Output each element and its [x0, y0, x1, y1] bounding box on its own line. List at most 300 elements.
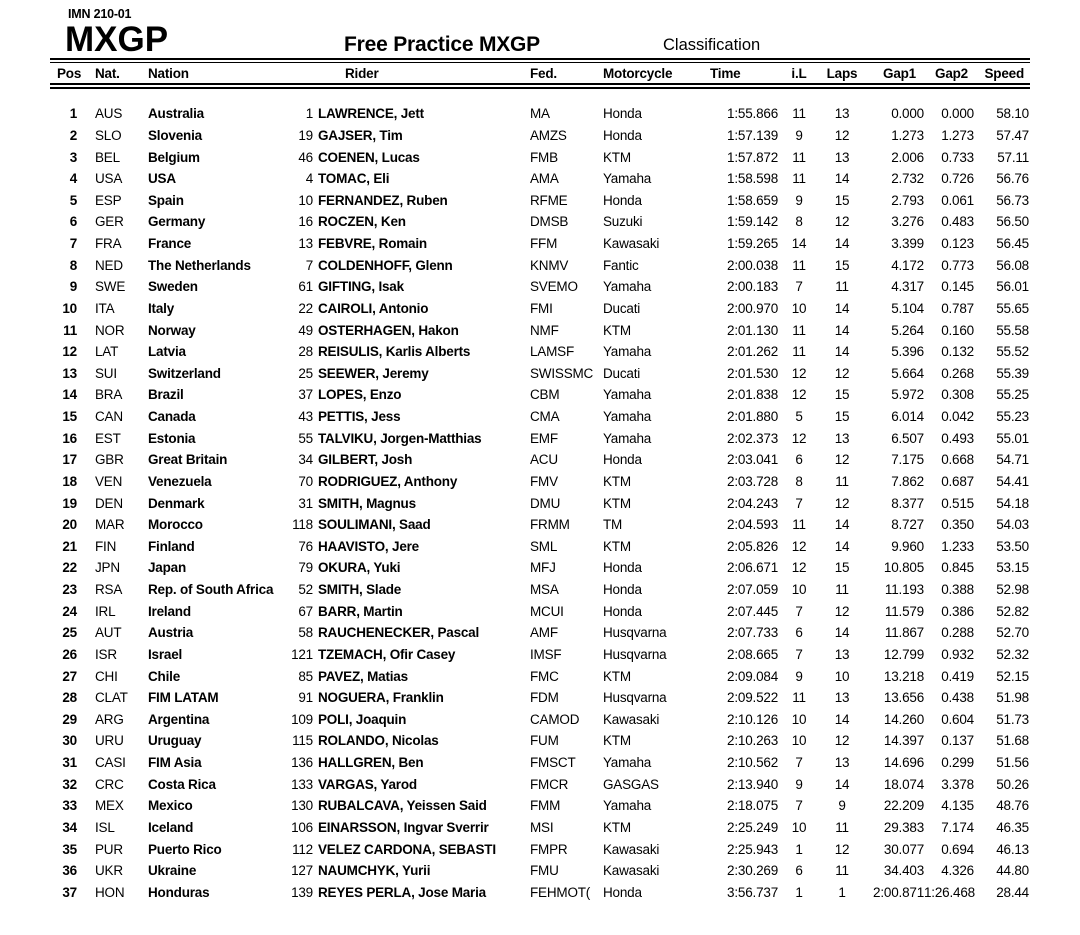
- table-row: [0, 492, 1080, 514]
- cell-rider-number: 46: [298, 149, 313, 165]
- cell-gap2: 0.350: [941, 517, 974, 533]
- cell-motorcycle: Yamaha: [603, 755, 652, 771]
- cell-position: 9: [69, 279, 77, 295]
- cell-gap2: 0.773: [941, 257, 974, 273]
- cell-laps: 9: [838, 798, 846, 814]
- cell-federation: EMF: [530, 430, 558, 446]
- cell-motorcycle: Honda: [603, 582, 642, 598]
- cell-speed: 54.71: [996, 452, 1029, 468]
- cell-gap2: 4.135: [941, 798, 974, 814]
- table-row: [0, 449, 1080, 471]
- cell-gap1: 3.276: [891, 214, 924, 230]
- cell-nat-code: BEL: [95, 149, 120, 165]
- table-row: [0, 319, 1080, 341]
- cell-laps: 13: [834, 690, 850, 706]
- cell-position: 35: [62, 841, 77, 857]
- cell-position: 12: [62, 344, 77, 360]
- cell-best-lap: 7: [795, 495, 803, 511]
- cell-best-lap: 11: [792, 171, 806, 187]
- cell-gap1: 2.793: [891, 192, 924, 208]
- cell-federation: MCUI: [530, 603, 564, 619]
- cell-federation: DMSB: [530, 214, 569, 230]
- cell-nat-code: NOR: [95, 322, 125, 338]
- cell-laps: 1: [838, 884, 846, 900]
- cell-nat-code: GER: [95, 214, 124, 230]
- table-row: [0, 211, 1080, 233]
- cell-gap2: 7.174: [941, 819, 974, 835]
- cell-rider-name: EINARSSON, Ingvar Sverrir: [318, 819, 489, 835]
- cell-position: 28: [62, 690, 77, 706]
- cell-time: 2:09.084: [727, 668, 778, 684]
- cell-nat-code: MEX: [95, 798, 124, 814]
- cell-best-lap: 11: [792, 106, 806, 122]
- cell-nat-code: IRL: [95, 603, 116, 619]
- cell-laps: 14: [834, 625, 850, 641]
- cell-motorcycle: Fantic: [603, 257, 639, 273]
- classification-label: Classification: [663, 36, 761, 54]
- cell-position: 1: [69, 106, 77, 122]
- cell-motorcycle: Honda: [603, 192, 642, 208]
- cell-nation: Argentina: [148, 711, 210, 727]
- cell-best-lap: 7: [795, 603, 803, 619]
- cell-best-lap: 10: [791, 582, 807, 598]
- cell-nation: Great Britain: [148, 452, 228, 468]
- cell-rider-number: 7: [305, 257, 313, 273]
- table-row: [0, 514, 1080, 536]
- cell-position: 6: [69, 214, 77, 230]
- cell-position: 15: [62, 409, 77, 425]
- cell-laps: 13: [834, 149, 850, 165]
- cell-federation: FMSCT: [530, 755, 576, 771]
- cell-time: 2:18.075: [727, 798, 778, 814]
- cell-time: 2:09.522: [727, 690, 778, 706]
- cell-nat-code: CASI: [95, 755, 126, 771]
- cell-nation: Brazil: [148, 387, 184, 403]
- cell-rider-number: 133: [291, 776, 313, 792]
- cell-laps: 14: [834, 236, 850, 252]
- cell-best-lap: 1: [795, 841, 803, 857]
- results-rows: [0, 103, 1080, 903]
- cell-rider-name: TALVIKU, Jorgen-Matthias: [318, 430, 482, 446]
- cell-gap1: 5.664: [891, 365, 924, 381]
- cell-rider-number: 127: [291, 863, 313, 879]
- cell-nat-code: ISR: [95, 646, 117, 662]
- cell-rider-name: BARR, Martin: [318, 603, 403, 619]
- cell-federation: FUM: [530, 733, 559, 749]
- table-row: [0, 709, 1080, 731]
- cell-rider-number: 31: [298, 495, 313, 511]
- cell-nat-code: ITA: [95, 300, 115, 316]
- cell-best-lap: 12: [791, 560, 807, 576]
- cell-best-lap: 10: [791, 819, 807, 835]
- cell-nation: Sweden: [148, 279, 198, 295]
- cell-motorcycle: Honda: [603, 106, 642, 122]
- cell-gap1: 9.960: [891, 538, 924, 554]
- cell-gap1: 5.972: [891, 387, 924, 403]
- cell-speed: 52.98: [996, 582, 1029, 598]
- cell-gap2: 0.845: [941, 560, 974, 576]
- cell-rider-number: 109: [291, 711, 313, 727]
- cell-position: 20: [62, 517, 77, 533]
- cell-rider-name: REISULIS, Karlis Alberts: [318, 344, 471, 360]
- cell-motorcycle: KTM: [603, 733, 631, 749]
- cell-rider-name: RODRIGUEZ, Anthony: [318, 473, 458, 489]
- cell-time: 2:07.059: [727, 582, 778, 598]
- cell-gap1: 13.218: [883, 668, 924, 684]
- cell-rider-number: 130: [291, 798, 313, 814]
- cell-nation: Canada: [148, 409, 196, 425]
- table-row: [0, 276, 1080, 298]
- cell-gap1: 11.193: [884, 582, 924, 598]
- cell-position: 36: [62, 863, 77, 879]
- cell-nat-code: RSA: [95, 582, 123, 598]
- cell-time: 2:13.940: [727, 776, 778, 792]
- cell-nat-code: UKR: [95, 863, 123, 879]
- table-row: [0, 838, 1080, 860]
- cell-best-lap: 6: [795, 452, 803, 468]
- document-code: IMN 210-01: [68, 7, 132, 21]
- cell-gap1: 5.104: [891, 300, 924, 316]
- cell-speed: 52.70: [996, 625, 1029, 641]
- cell-nation: Israel: [148, 646, 183, 662]
- cell-gap2: 1:26.468: [924, 884, 975, 900]
- cell-speed: 53.50: [996, 538, 1029, 554]
- cell-gap1: 6.507: [891, 430, 924, 446]
- cell-laps: 10: [834, 668, 850, 684]
- cell-nation: Latvia: [148, 344, 186, 360]
- cell-rider-number: 115: [292, 733, 313, 749]
- cell-federation: DMU: [530, 495, 561, 511]
- cell-motorcycle: KTM: [603, 473, 631, 489]
- cell-time: 2:07.733: [727, 625, 778, 641]
- column-header-nat: Nat.: [95, 65, 120, 81]
- cell-position: 3: [69, 149, 77, 165]
- cell-position: 19: [62, 495, 77, 511]
- cell-best-lap: 6: [795, 625, 803, 641]
- cell-federation: FMB: [530, 149, 558, 165]
- cell-federation: MSA: [530, 582, 559, 598]
- cell-laps: 12: [834, 214, 850, 230]
- cell-motorcycle: Kawasaki: [603, 863, 660, 879]
- cell-nat-code: CHI: [95, 668, 118, 684]
- cell-laps: 15: [834, 560, 850, 576]
- cell-nation: USA: [148, 171, 176, 187]
- cell-rider-name: NAUMCHYK, Yurii: [318, 863, 431, 879]
- cell-time: 2:25.943: [727, 841, 778, 857]
- cell-rider-number: 22: [298, 300, 313, 316]
- cell-nat-code: FRA: [95, 236, 122, 252]
- cell-laps: 11: [835, 819, 849, 835]
- cell-nation: Denmark: [148, 495, 205, 511]
- table-row: [0, 341, 1080, 363]
- cell-speed: 55.65: [996, 300, 1029, 316]
- cell-rider-name: NOGUERA, Franklin: [318, 690, 444, 706]
- cell-nation: The Netherlands: [148, 257, 251, 273]
- cell-time: 2:00.970: [727, 300, 778, 316]
- cell-nat-code: BRA: [95, 387, 123, 403]
- cell-nat-code: CLAT: [95, 690, 128, 706]
- cell-rider-name: POLI, Joaquin: [318, 711, 407, 727]
- cell-time: 2:04.243: [727, 495, 778, 511]
- cell-laps: 12: [834, 495, 850, 511]
- cell-motorcycle: Ducati: [603, 300, 641, 316]
- cell-best-lap: 7: [795, 755, 803, 771]
- cell-gap2: 0.308: [941, 387, 974, 403]
- cell-gap1: 6.014: [891, 409, 924, 425]
- cell-speed: 55.25: [996, 387, 1029, 403]
- cell-nation: Iceland: [148, 819, 194, 835]
- cell-best-lap: 9: [795, 127, 803, 143]
- cell-nat-code: VEN: [95, 473, 123, 489]
- cell-nat-code: ESP: [95, 192, 122, 208]
- cell-nation: Venezuela: [148, 473, 212, 489]
- cell-nat-code: EST: [95, 430, 121, 446]
- cell-speed: 46.13: [996, 841, 1029, 857]
- cell-rider-number: 16: [298, 214, 313, 230]
- cell-nat-code: CRC: [95, 776, 124, 792]
- cell-gap1: 30.077: [883, 841, 924, 857]
- cell-time: 2:03.728: [727, 473, 778, 489]
- cell-best-lap: 9: [795, 776, 803, 792]
- cell-rider-name: REYES PERLA, Jose Maria: [318, 884, 486, 900]
- cell-best-lap: 7: [795, 279, 803, 295]
- cell-best-lap: 11: [792, 149, 806, 165]
- cell-gap1: 1.273: [891, 127, 924, 143]
- cell-nation: Ireland: [148, 603, 191, 619]
- cell-laps: 14: [834, 538, 850, 554]
- cell-nation: Belgium: [148, 149, 200, 165]
- cell-position: 17: [62, 452, 77, 468]
- cell-laps: 15: [834, 192, 850, 208]
- cell-nat-code: SUI: [95, 365, 117, 381]
- cell-laps: 15: [834, 409, 850, 425]
- cell-gap1: 8.727: [891, 517, 924, 533]
- cell-best-lap: 10: [791, 711, 807, 727]
- cell-best-lap: 9: [795, 192, 803, 208]
- cell-gap2: 0.932: [941, 646, 974, 662]
- cell-federation: CMA: [530, 409, 560, 425]
- cell-speed: 52.82: [996, 603, 1029, 619]
- cell-gap2: 3.378: [941, 776, 974, 792]
- cell-gap2: 0.787: [941, 300, 974, 316]
- cell-time: 2:10.562: [727, 755, 778, 771]
- cell-federation: FMC: [530, 668, 559, 684]
- cell-federation: SML: [530, 538, 558, 554]
- cell-nation: Switzerland: [148, 365, 221, 381]
- cell-gap1: 5.396: [891, 344, 924, 360]
- cell-gap2: 4.326: [941, 863, 974, 879]
- table-row: [0, 817, 1080, 839]
- cell-speed: 55.52: [996, 344, 1029, 360]
- cell-gap2: 0.386: [941, 603, 974, 619]
- cell-time: 1:55.866: [727, 106, 778, 122]
- cell-gap1: 8.377: [891, 495, 924, 511]
- cell-speed: 51.73: [996, 711, 1029, 727]
- cell-gap2: 0.388: [941, 582, 974, 598]
- cell-federation: MFJ: [530, 560, 556, 576]
- cell-federation: FMPR: [530, 841, 568, 857]
- cell-best-lap: 6: [795, 863, 803, 879]
- cell-gap1: 14.397: [883, 733, 924, 749]
- cell-rider-name: OKURA, Yuki: [318, 560, 401, 576]
- cell-laps: 11: [835, 582, 849, 598]
- cell-rider-number: 19: [298, 127, 313, 143]
- cell-nat-code: PUR: [95, 841, 123, 857]
- cell-speed: 55.01: [996, 430, 1029, 446]
- table-row: [0, 687, 1080, 709]
- cell-gap2: 0.438: [941, 690, 974, 706]
- table-row: [0, 363, 1080, 385]
- table-row: [0, 622, 1080, 644]
- cell-gap1: 4.317: [891, 279, 924, 295]
- cell-motorcycle: TM: [603, 517, 623, 533]
- cell-motorcycle: Honda: [603, 884, 642, 900]
- cell-motorcycle: GASGAS: [603, 776, 659, 792]
- cell-gap2: 0.061: [941, 192, 974, 208]
- cell-nat-code: SLO: [95, 127, 122, 143]
- cell-rider-name: LOPES, Enzo: [318, 387, 402, 403]
- cell-nation: Uruguay: [148, 733, 202, 749]
- cell-speed: 52.15: [996, 668, 1029, 684]
- cell-best-lap: 11: [792, 517, 806, 533]
- cell-motorcycle: Yamaha: [603, 798, 652, 814]
- cell-gap2: 0.419: [941, 668, 974, 684]
- cell-motorcycle: KTM: [603, 668, 631, 684]
- table-row: [0, 882, 1080, 904]
- cell-nation: Puerto Rico: [148, 841, 222, 857]
- cell-rider-number: 139: [291, 884, 313, 900]
- cell-gap1: 4.172: [891, 257, 924, 273]
- cell-motorcycle: Kawasaki: [603, 236, 660, 252]
- cell-position: 18: [62, 473, 77, 489]
- cell-position: 25: [62, 625, 77, 641]
- cell-rider-name: FEBVRE, Romain: [318, 236, 427, 252]
- series-title: MXGP: [65, 20, 169, 59]
- cell-federation: FDM: [530, 690, 559, 706]
- cell-federation: ACU: [530, 452, 558, 468]
- cell-laps: 11: [835, 279, 849, 295]
- cell-motorcycle: Yamaha: [603, 430, 652, 446]
- cell-position: 23: [62, 582, 77, 598]
- cell-rider-name: ROLANDO, Nicolas: [318, 733, 439, 749]
- table-row: [0, 773, 1080, 795]
- table-row: [0, 860, 1080, 882]
- cell-rider-name: SEEWER, Jeremy: [318, 365, 429, 381]
- cell-federation: FMCR: [530, 776, 569, 792]
- cell-gap2: 0.493: [941, 430, 974, 446]
- cell-motorcycle: Yamaha: [603, 387, 652, 403]
- cell-gap1: 13.656: [883, 690, 924, 706]
- cell-speed: 55.39: [996, 365, 1029, 381]
- cell-nat-code: GBR: [95, 452, 124, 468]
- column-header-pos: Pos: [57, 65, 82, 81]
- cell-speed: 56.76: [996, 171, 1029, 187]
- cell-best-lap: 12: [791, 538, 807, 554]
- table-row: [0, 795, 1080, 817]
- cell-speed: 56.01: [996, 279, 1029, 295]
- cell-rider-number: 1: [305, 106, 313, 122]
- cell-gap2: 0.687: [941, 473, 974, 489]
- cell-gap2: 0.288: [941, 625, 974, 641]
- cell-motorcycle: KTM: [603, 538, 631, 554]
- cell-nat-code: MAR: [95, 517, 125, 533]
- cell-rider-name: PETTIS, Jess: [318, 409, 401, 425]
- table-row: [0, 752, 1080, 774]
- cell-gap1: 14.260: [883, 711, 924, 727]
- cell-time: 2:01.880: [727, 409, 778, 425]
- cell-gap1: 2.006: [891, 149, 924, 165]
- cell-federation: NMF: [530, 322, 559, 338]
- cell-laps: 12: [834, 841, 850, 857]
- cell-best-lap: 11: [792, 344, 806, 360]
- cell-rider-name: GAJSER, Tim: [318, 127, 403, 143]
- cell-motorcycle: Honda: [603, 127, 642, 143]
- cell-federation: RFME: [530, 192, 568, 208]
- cell-gap1: 10.805: [883, 560, 924, 576]
- cell-rider-number: 37: [298, 387, 313, 403]
- cell-nation: Rep. of South Africa: [148, 582, 274, 598]
- cell-rider-name: VARGAS, Yarod: [318, 776, 417, 792]
- cell-speed: 50.26: [996, 776, 1029, 792]
- cell-nat-code: CAN: [95, 409, 123, 425]
- cell-rider-name: HALLGREN, Ben: [318, 755, 424, 771]
- cell-speed: 55.23: [996, 409, 1029, 425]
- cell-time: 1:59.142: [727, 214, 778, 230]
- cell-motorcycle: Yamaha: [603, 171, 652, 187]
- session-title: Free Practice MXGP: [344, 33, 540, 56]
- cell-gap1: 34.403: [883, 863, 924, 879]
- cell-nat-code: HON: [95, 884, 125, 900]
- cell-motorcycle: Kawasaki: [603, 711, 660, 727]
- cell-time: 2:08.665: [727, 646, 778, 662]
- cell-rider-number: 25: [298, 365, 313, 381]
- table-row: [0, 190, 1080, 212]
- cell-time: 2:06.671: [727, 560, 778, 576]
- cell-rider-name: TZEMACH, Ofir Casey: [318, 646, 456, 662]
- cell-gap1: 18.074: [883, 776, 924, 792]
- cell-laps: 14: [834, 322, 850, 338]
- cell-position: 14: [62, 387, 77, 403]
- cell-position: 5: [69, 192, 77, 208]
- cell-federation: FMI: [530, 300, 553, 316]
- cell-rider-number: 112: [292, 841, 313, 857]
- cell-rider-number: 121: [291, 646, 313, 662]
- cell-rider-number: 67: [298, 603, 313, 619]
- cell-best-lap: 7: [795, 646, 803, 662]
- cell-laps: 14: [834, 344, 850, 360]
- cell-laps: 13: [834, 755, 850, 771]
- cell-federation: AMZS: [530, 127, 567, 143]
- cell-rider-name: RUBALCAVA, Yeissen Said: [318, 798, 487, 814]
- cell-federation: SVEMO: [530, 279, 578, 295]
- cell-federation: AMA: [530, 171, 559, 187]
- cell-federation: LAMSF: [530, 344, 575, 360]
- cell-gap1: 0.000: [891, 106, 924, 122]
- cell-time: 2:02.373: [727, 430, 778, 446]
- cell-best-lap: 1: [795, 884, 803, 900]
- table-row: [0, 557, 1080, 579]
- cell-rider-number: 10: [298, 192, 313, 208]
- cell-position: 11: [63, 322, 77, 338]
- cell-rider-number: 49: [298, 322, 313, 338]
- cell-motorcycle: Ducati: [603, 365, 641, 381]
- cell-rider-name: VELEZ CARDONA, SEBASTI: [318, 841, 496, 857]
- cell-gap1: 11.579: [884, 603, 924, 619]
- cell-gap2: 0.123: [941, 236, 974, 252]
- cell-rider-name: GIFTING, Isak: [318, 279, 404, 295]
- cell-gap2: 0.160: [941, 322, 974, 338]
- cell-position: 27: [62, 668, 77, 684]
